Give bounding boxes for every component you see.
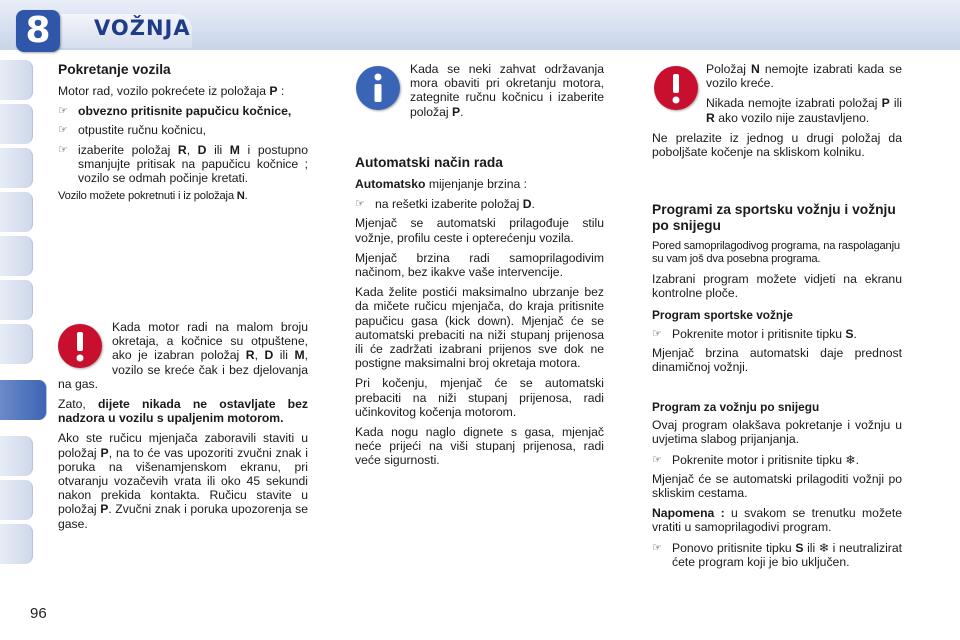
paragraph: Izabrani program možete vidjeti na ekranu kontrolne ploče. [652, 272, 902, 301]
finger-point-icon: ☞ [58, 143, 68, 156]
snowflake-icon: ❄ [818, 540, 830, 555]
paragraph: Motor rad, vozilo pokrećete iz položaja P : [58, 84, 285, 98]
subsection-title: Program za vožnju po snijegu [652, 400, 820, 414]
side-tab[interactable] [0, 480, 33, 520]
finger-point-icon: ☞ [652, 327, 662, 340]
section-title: Automatski način rada [355, 155, 503, 170]
section-title: Pokretanje vozila [58, 62, 171, 77]
info-icon [356, 66, 400, 110]
warning-text: Ako ste ručicu mjenjača zaboravili staviti u položaj P, na to će vas upozoriti zvučni znak i poruka na višenamjenskom ekranu, pri otvaranju vozačevih vrata ili oko 45 sekundi nakon prekida kontakta. Ručicu stavite u položaj P. Zvučni znak i poruka upozorenja se gase. [58, 431, 308, 531]
warning-text: Položaj N nemojte izabrati kada se vozilo kreće. [706, 62, 902, 91]
chapter-number: 8 [16, 10, 60, 52]
side-tab-active[interactable] [0, 380, 47, 420]
column-3 [652, 202, 902, 380]
finger-point-icon: ☞ [652, 453, 662, 466]
paragraph: Kada želite postići maksimalno ubrzanje bez da mičete ručicu mjenjača, do kraja pritisnite papučicu gasa (kick down). Mjenjač će se automatski prebaciti na niži stupanj prijenosa ili će zadržati izabrani prijenos sve dok ne postigne maksimalni broj okretaja motora. [355, 285, 604, 371]
snowflake-icon: ❄ [845, 452, 856, 467]
paragraph: Mjenjač će se automatski prilagoditi vožnji po skliskim cestama. [652, 471, 902, 501]
side-tab[interactable] [0, 148, 33, 188]
paragraph: Pri kočenju, mjenjač će se automatski prebaciti na niži stupanj prijenosa, radi učinkovitog kočenja motorom. [355, 376, 604, 419]
paragraph: Mjenjač brzina automatski daje prednost dinamičnoj vožnji. [652, 345, 902, 375]
side-tab[interactable] [0, 192, 33, 232]
warning-text: Ne prelazite iz jednog u drugi položaj da poboljšate kočenje na skliskom kolniku. [652, 130, 902, 160]
paragraph: Mjenjač se automatski prilagođuje stilu vožnje, profilu ceste i opterećenju vozila. [355, 216, 604, 245]
list-item: ☞ Pokrenite motor i pritisnite tipku S. [652, 326, 857, 341]
subsection-title: Program sportske vožnje [652, 308, 793, 323]
note: Pored samoprilagodivog programa, na raspolaganju su vam još dva posebna programa. [652, 240, 900, 265]
column-3-snow [652, 400, 902, 574]
side-tab[interactable] [0, 104, 33, 144]
list-item: ☞ obvezno pritisnite papučicu kočnice, [58, 104, 292, 119]
warning-text: Nikada nemojte izabrati položaj P ili R ako vozilo nije zaustavljeno. [706, 96, 902, 125]
side-tab[interactable] [0, 280, 33, 320]
list-item: ☞ otpustite ručnu kočnicu, [58, 123, 207, 138]
paragraph: Ovaj program olakšava pokretanje i vožnju u uvjetima slabog prijanjanja. [652, 418, 902, 447]
column-1 [58, 62, 308, 209]
info-text: Kada se neki zahvat održavanja mora obaviti pri okretanju motora, zategnite ručnu kočnicu i izaberite položaj P. [410, 62, 604, 119]
list-item: ☞ izaberite položaj R, D ili M i postupno smanjujte pritisak na papučicu kočnice ; vozilo se odmah počinje kretati. [58, 142, 308, 186]
list-item: ☞ na rešetki izaberite položaj D. [355, 197, 535, 212]
paragraph: Kada nogu naglo dignete s gasa, mjenjač neće prijeći na viši stupanj prijenosa, radi veće sigurnosti. [355, 425, 604, 468]
column-1-warning [58, 320, 308, 537]
list-item: ☞ Ponovo pritisnite tipku S ili ❄ i neutralizirat ćete program koji je bio uključen. [652, 540, 903, 569]
side-tab[interactable] [0, 324, 33, 364]
side-tab[interactable] [0, 436, 33, 476]
paragraph: Napomena : u svakom se trenutku možete vratiti u samoprilagodivi program. [652, 506, 902, 535]
warning-text: Kada motor radi na malom broju okretaja, a kočnice su otpuštene, ako je izabran položaj R, D ili M, vozilo se kreće čak i bez djelovanja na gas. [58, 320, 308, 391]
paragraph: Mjenjač brzina radi samoprilagodivim načinom, bez ikakve vaše intervencije. [355, 250, 604, 280]
side-tab[interactable] [0, 60, 33, 100]
side-tab[interactable] [0, 524, 33, 564]
side-tab[interactable] [0, 236, 33, 276]
paragraph: Automatsko mijenjanje brzina : [355, 177, 528, 191]
finger-point-icon: ☞ [58, 124, 68, 137]
chapter-side-tabs [0, 60, 36, 580]
info-box [410, 62, 604, 125]
page-number: 96 [30, 605, 47, 622]
column-3-warning [652, 62, 902, 165]
column-2 [355, 155, 604, 474]
finger-point-icon: ☞ [58, 105, 68, 118]
section-title: Programi za sportsku vožnju i vožnju po snijegu [652, 202, 896, 233]
finger-point-icon: ☞ [355, 198, 365, 211]
warning-text: Zato, dijete nikada ne ostavljate bez nadzora u vozilu s upaljenim motorom. [58, 397, 308, 426]
finger-point-icon: ☞ [652, 541, 662, 554]
chapter-title: VOŽNJA [94, 16, 191, 40]
note: Vozilo možete pokretnuti i iz položaja N. [58, 190, 248, 203]
list-item: ☞ Pokrenite motor i pritisnite tipku ❄. [652, 452, 860, 467]
